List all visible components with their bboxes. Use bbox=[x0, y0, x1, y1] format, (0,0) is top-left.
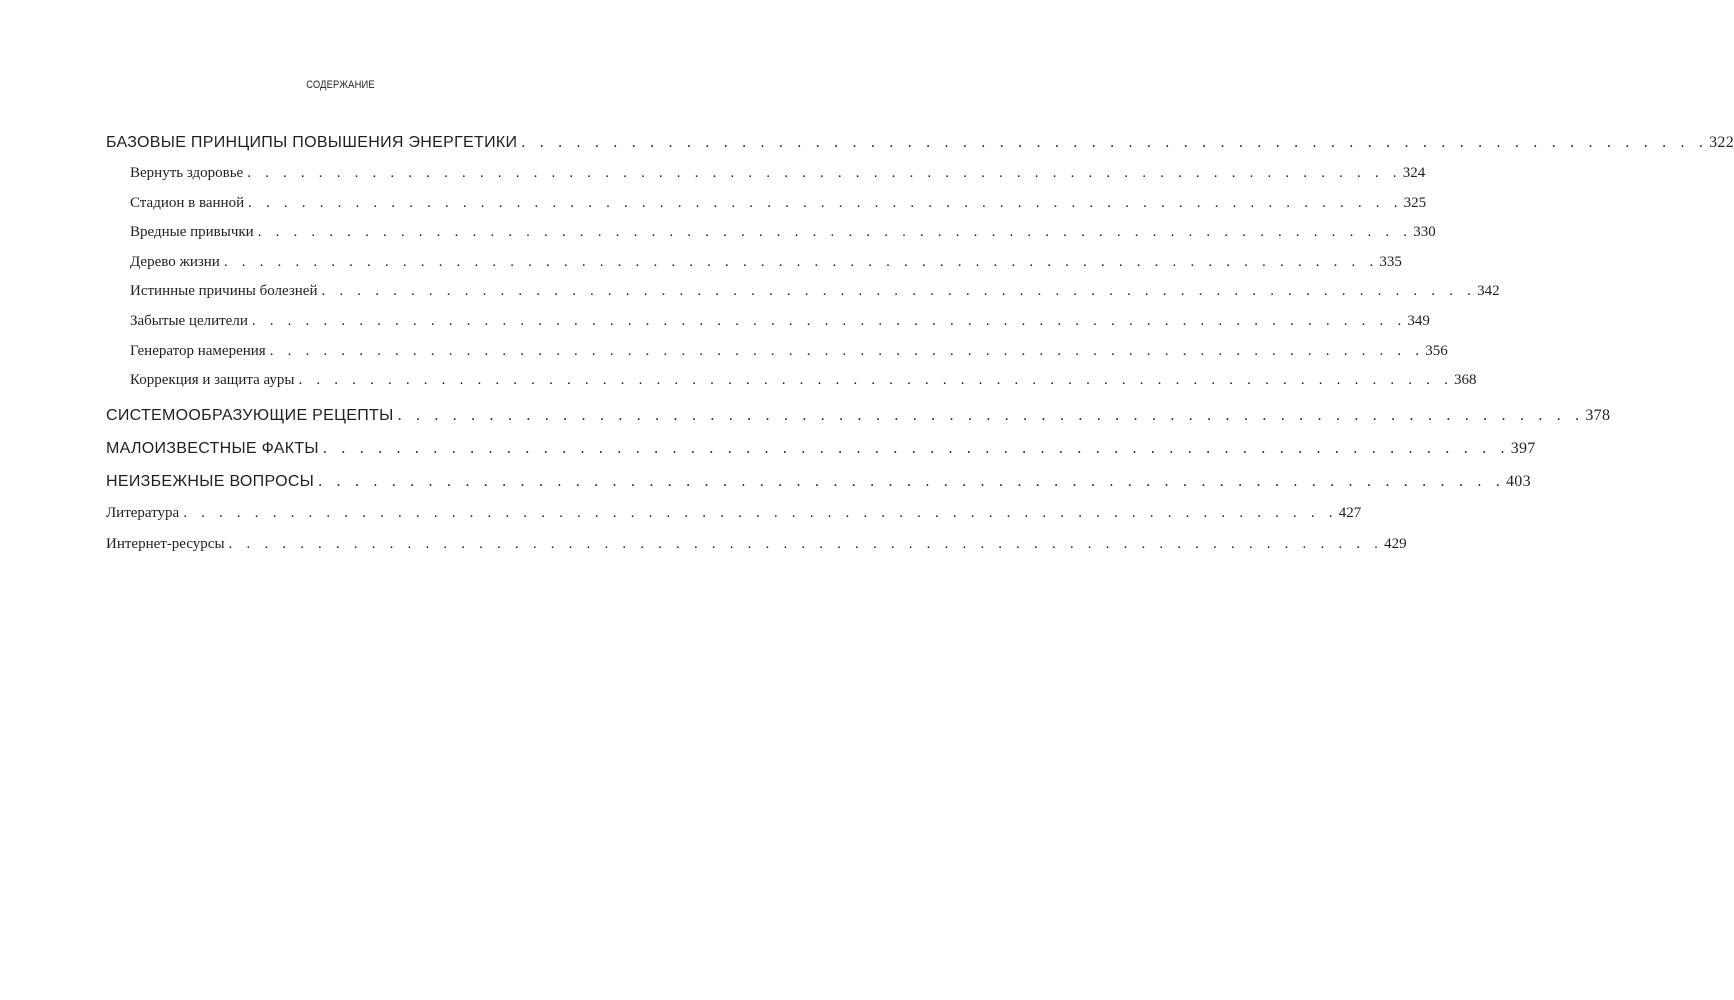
toc-entry-label: Интернет-ресурсы bbox=[106, 535, 225, 552]
toc-entry-subsection[interactable] bbox=[106, 277, 1500, 307]
toc-leader-dots: . . . . . . . . . . . . . . . . . . . . . . . . . . . . . . . . . . . . . . . . . . . . . . . . . . . . . . . . . . . . . . . . . bbox=[183, 504, 1338, 521]
toc-page-number: 368 bbox=[1454, 372, 1477, 389]
toc-entry-label: СИСТЕМООБРАЗУЮЩИЕ РЕЦЕПТЫ bbox=[106, 406, 394, 424]
toc-page-number: 322 bbox=[1709, 134, 1734, 151]
toc-page-number: 403 bbox=[1505, 472, 1531, 490]
toc-entry-subsection[interactable] bbox=[106, 218, 1436, 248]
toc-page-number: 349 bbox=[1407, 312, 1430, 329]
toc-page-number: 325 bbox=[1403, 194, 1427, 211]
toc-leader-dots: . . . . . . . . . . . . . . . . . . . . . . . . . . . . . . . . . . . . . . . . . . . . . . . . . . . . . . . . . . . . . . . . . bbox=[251, 312, 1407, 329]
toc-page-number: 378 bbox=[1585, 406, 1611, 424]
toc-entry-subsection[interactable] bbox=[106, 159, 1426, 189]
toc-entry-label: БАЗОВЫЕ ПРИНЦИПЫ ПОВЫШЕНИЯ ЭНЕРГЕТИКИ bbox=[106, 134, 518, 151]
toc-entry-label: Генератор намерения bbox=[130, 342, 266, 359]
toc-leader-dots: . . . . . . . . . . . . . . . . . . . . . . . . . . . . . . . . . . . . . . . . . . . . . . . . . . . . . . . . . . . . . . . . . bbox=[321, 283, 1477, 300]
toc-entry-label: МАЛОИЗВЕСТНЫЕ ФАКТЫ bbox=[106, 439, 319, 457]
toc-page-number: 342 bbox=[1477, 283, 1500, 300]
toc-entry-label: Дерево жизни bbox=[130, 253, 220, 270]
toc-page-number: 429 bbox=[1384, 535, 1407, 552]
toc-page-number: 427 bbox=[1338, 504, 1362, 521]
toc-leader-dots: . . . . . . . . . . . . . . . . . . . . . . . . . . . . . . . . . . . . . . . . . . . . . . . . . . . . . . . . . . . . . . . . . bbox=[318, 472, 1505, 490]
table-of-contents bbox=[106, 126, 1734, 560]
toc-leader-dots: . . . . . . . . . . . . . . . . . . . . . . . . . . . . . . . . . . . . . . . . . . . . . . . . . . . . . . . . . . . . . . . . . bbox=[397, 406, 1585, 424]
toc-entry-section[interactable] bbox=[106, 432, 1536, 465]
toc-leader-dots: . . . . . . . . . . . . . . . . . . . . . . . . . . . . . . . . . . . . . . . . . . . . . . . . . . . . . . . . . . . . . . . . . bbox=[257, 224, 1413, 241]
toc-leader-dots: . . . . . . . . . . . . . . . . . . . . . . . . . . . . . . . . . . . . . . . . . . . . . . . . . . . . . . . . . . . . . . . . . bbox=[269, 342, 1425, 359]
toc-entry-subsection[interactable] bbox=[106, 337, 1448, 367]
toc-leader-dots: . . . . . . . . . . . . . . . . . . . . . . . . . . . . . . . . . . . . . . . . . . . . . . . . . . . . . . . . . . . . . . . . . bbox=[521, 134, 1709, 151]
toc-page-number: 397 bbox=[1510, 439, 1536, 457]
toc-entry-section[interactable] bbox=[106, 399, 1611, 432]
toc-entry-subsection[interactable] bbox=[106, 366, 1477, 396]
toc-entry-label: Вредные привычки bbox=[130, 224, 254, 241]
toc-page-number: 330 bbox=[1413, 224, 1436, 241]
toc-page-number: 356 bbox=[1425, 342, 1448, 359]
toc-leader-dots: . . . . . . . . . . . . . . . . . . . . . . . . . . . . . . . . . . . . . . . . . . . . . . . . . . . . . . . . . . . . . . . . . bbox=[228, 535, 1384, 552]
toc-leader-dots: . . . . . . . . . . . . . . . . . . . . . . . . . . . . . . . . . . . . . . . . . . . . . . . . . . . . . . . . . . . . . . . . . bbox=[223, 253, 1379, 270]
toc-leader-dots: . . . . . . . . . . . . . . . . . . . . . . . . . . . . . . . . . . . . . . . . . . . . . . . . . . . . . . . . . . . . . . . . . bbox=[247, 165, 1402, 181]
toc-page-number: 335 bbox=[1379, 253, 1402, 270]
toc-entry-section[interactable] bbox=[106, 126, 1734, 159]
toc-entry-subsection[interactable] bbox=[106, 189, 1427, 219]
toc-entry-label: Вернуть здоровье bbox=[130, 165, 244, 181]
toc-entry-subsection[interactable] bbox=[106, 248, 1402, 278]
toc-entry-label: Истинные причины болезней bbox=[130, 283, 318, 300]
toc-leader-dots: . . . . . . . . . . . . . . . . . . . . . . . . . . . . . . . . . . . . . . . . . . . . . . . . . . . . . . . . . . . . . . . . . bbox=[322, 439, 1510, 457]
toc-entry-label: НЕИЗБЕЖНЫЕ ВОПРОСЫ bbox=[106, 472, 315, 490]
toc-leader-dots: . . . . . . . . . . . . . . . . . . . . . . . . . . . . . . . . . . . . . . . . . . . . . . . . . . . . . . . . . . . . . . . . . bbox=[248, 194, 1403, 211]
toc-entry-section[interactable] bbox=[106, 529, 1407, 560]
toc-entry-label: Стадион в ванной bbox=[130, 194, 245, 211]
toc-entry-section[interactable] bbox=[106, 465, 1531, 498]
page-header: СОДЕРЖАНИЕ bbox=[306, 79, 375, 91]
toc-leader-dots: . . . . . . . . . . . . . . . . . . . . . . . . . . . . . . . . . . . . . . . . . . . . . . . . . . . . . . . . . . . . . . . . . bbox=[298, 372, 1454, 389]
toc-entry-subsection[interactable] bbox=[106, 307, 1430, 337]
toc-page-number: 324 bbox=[1402, 165, 1426, 181]
toc-entry-section[interactable] bbox=[106, 498, 1362, 529]
toc-entry-label: Забытые целители bbox=[130, 312, 248, 329]
toc-entry-label: Коррекция и защита ауры bbox=[130, 372, 295, 389]
toc-entry-label: Литература bbox=[106, 504, 180, 521]
